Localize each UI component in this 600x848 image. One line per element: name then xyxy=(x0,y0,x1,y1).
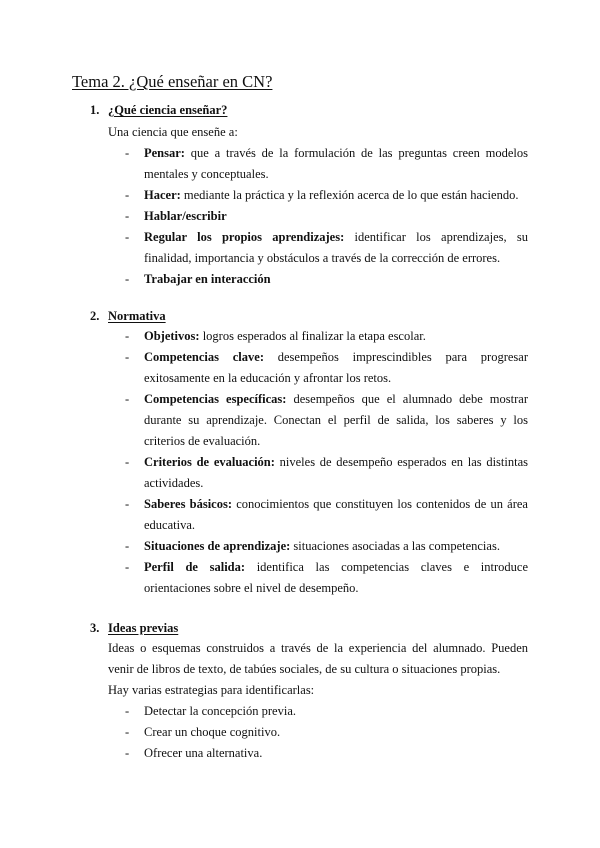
item-text: niveles de desempeño esperados en las distintas actividades. xyxy=(144,455,528,490)
item-text: desempeños imprescindibles para progresar exitosamente en la educación y afrontar los retos. xyxy=(144,350,528,385)
bullet-list xyxy=(72,143,528,290)
section-intro: Hay varias estrategias para identificarlas: xyxy=(108,683,315,697)
dash-bullet: - xyxy=(125,392,130,406)
item-text: identificar los aprendizajes, su finalidad, importancia y obstáculos a través de la corrección de errores. xyxy=(144,230,528,265)
section-title: Ideas previas xyxy=(108,621,179,635)
item-term: Hacer: xyxy=(144,188,181,202)
item-text: Crear un choque cognitivo. xyxy=(144,725,281,739)
list-item xyxy=(72,494,528,536)
section-normativa xyxy=(72,306,528,599)
list-item xyxy=(72,326,528,347)
dash-bullet: - xyxy=(125,746,130,760)
dash-bullet: - xyxy=(125,329,130,343)
section-heading xyxy=(72,306,528,326)
section-heading xyxy=(72,618,528,638)
item-term: Hablar/escribir xyxy=(144,209,227,223)
section-intro: Una ciencia que enseñe a: xyxy=(108,125,238,139)
dash-bullet: - xyxy=(125,272,130,286)
item-text: que a través de la formulación de las preguntas creen modelos mentales y conceptuales. xyxy=(144,146,528,181)
list-item xyxy=(72,722,528,743)
section-title: ¿Qué ciencia enseñar? xyxy=(108,103,228,117)
item-text: Ofrecer una alternativa. xyxy=(144,746,263,760)
item-term: Criterios de evaluación: xyxy=(144,455,275,469)
item-term: Competencias específicas: xyxy=(144,392,287,406)
item-term: Competencias clave: xyxy=(144,350,264,364)
list-item xyxy=(72,536,528,557)
list-item xyxy=(72,347,528,389)
list-item xyxy=(72,743,528,764)
item-term: Regular los propios aprendizajes: xyxy=(144,230,345,244)
dash-bullet: - xyxy=(125,209,130,223)
dash-bullet: - xyxy=(125,188,130,202)
page-title: Tema 2. ¿Qué enseñar en CN? xyxy=(72,72,273,91)
item-text: Detectar la concepción previa. xyxy=(144,704,296,718)
dash-bullet: - xyxy=(125,539,130,553)
item-term: Saberes básicos: xyxy=(144,497,232,511)
section-title: Normativa xyxy=(108,309,166,323)
dash-bullet: - xyxy=(125,350,130,364)
list-item xyxy=(72,269,528,290)
section-number: 3. xyxy=(90,621,100,635)
list-item xyxy=(72,206,528,227)
item-text: conocimientos que constituyen los contenidos de un área educativa. xyxy=(144,497,528,532)
section-que-ciencia xyxy=(72,100,528,290)
list-item xyxy=(72,701,528,722)
section-heading xyxy=(72,100,528,120)
item-term: Objetivos: xyxy=(144,329,200,343)
item-text: mediante la práctica y la reflexión acerca de lo que están haciendo. xyxy=(180,188,519,202)
dash-bullet: - xyxy=(125,146,130,160)
item-text: situaciones asociadas a las competencias. xyxy=(290,539,500,553)
item-text: desempeños que el alumnado debe mostrar durante su aprendizaje. Conectan el perfil de salida, los saberes y los criterios de evaluación. xyxy=(144,392,528,448)
list-item xyxy=(72,389,528,452)
item-term: Perfil de salida: xyxy=(144,560,246,574)
dash-bullet: - xyxy=(125,725,130,739)
bullet-list xyxy=(72,701,528,764)
item-term: Pensar: xyxy=(144,146,185,160)
dash-bullet: - xyxy=(125,230,130,244)
dash-bullet: - xyxy=(125,560,130,574)
list-item xyxy=(72,185,528,206)
bullet-list xyxy=(72,326,528,599)
dash-bullet: - xyxy=(125,497,130,511)
list-item xyxy=(72,227,528,269)
item-term: Trabajar en interacción xyxy=(144,272,271,286)
section-ideas-previas xyxy=(72,618,528,764)
list-item xyxy=(72,557,528,599)
section-number: 2. xyxy=(90,309,100,323)
dash-bullet: - xyxy=(125,704,130,718)
section-paragraph: Ideas o esquemas construidos a través de la experiencia del alumnado. Pueden venir de libros de texto, de tabúes sociales, de su cultura o situaciones propias. xyxy=(108,641,528,676)
item-term: Situaciones de aprendizaje: xyxy=(144,539,291,553)
item-text: logros esperados al finalizar la etapa escolar. xyxy=(199,329,426,343)
item-text: identifica las competencias claves e introduce orientaciones sobre el nivel de desempeño. xyxy=(144,560,529,595)
dash-bullet: - xyxy=(125,455,130,469)
list-item xyxy=(72,143,528,185)
list-item xyxy=(72,452,528,494)
section-number: 1. xyxy=(90,103,100,117)
